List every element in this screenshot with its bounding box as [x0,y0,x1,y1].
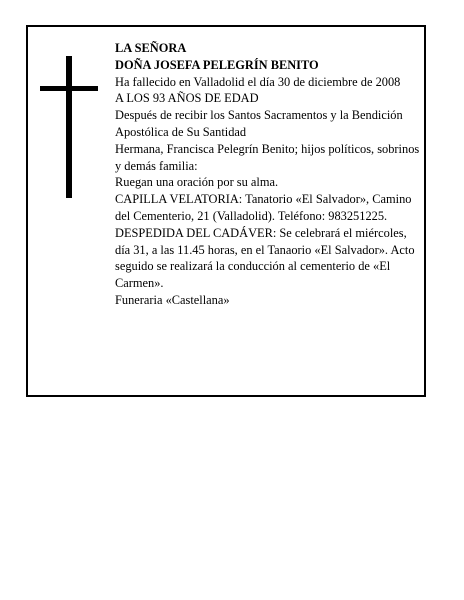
deceased-name: DOÑA JOSEFA PELEGRÍN BENITO [115,57,319,72]
death-statement: Ha fallecido en Valladolid el día 30 de diciembre de 2008 [115,74,401,89]
prayer-request: Ruegan una oración por su alma. [115,175,279,190]
funeral-home: Funeraria «Castellana» [115,292,230,307]
chapel-details: CAPILLA VELATORIA: Tanatorio «El Salvador», Camino del Cementerio, 21 (Valladolid). Teléfono: 983251225. [115,192,412,223]
cross-icon [40,56,98,198]
cross-horizontal-bar [40,86,98,91]
cross-vertical-bar [66,56,72,198]
obituary-text [115,40,420,309]
family-statement: Hermana, Francisca Pelegrín Benito; hijos políticos, sobrinos y demás familia: [115,141,420,173]
age-statement: A LOS 93 AÑOS DE EDAD [115,91,259,106]
obituary-notice [26,25,426,397]
sacraments-statement: Después de recibir los Santos Sacramentos y la Bendición Apostólica de Su Santidad [115,108,403,139]
notice-heading: LA SEÑORA [115,41,187,55]
farewell-details: DESPEDIDA DEL CADÁVER: Se celebrará el miércoles, día 31, a las 11.45 horas, en el Tanaorio «El Salvador». Acto seguido se realizará la conducción al cementerio de «El Carmen». [115,225,415,291]
